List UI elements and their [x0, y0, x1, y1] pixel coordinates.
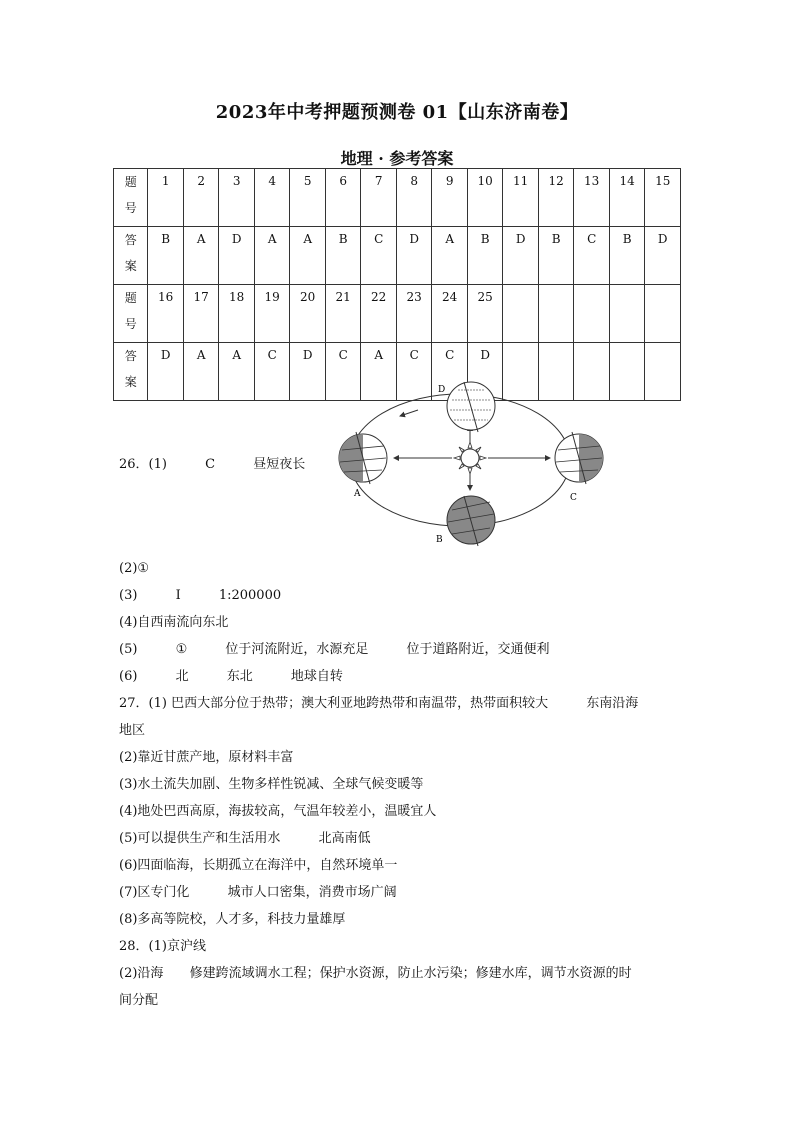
- table-cell: 9: [432, 169, 468, 227]
- table-cell: D: [467, 343, 503, 401]
- table-cell: A: [183, 227, 219, 285]
- answer-27-4: (4)地处巴西高原，海拔较高，气温年较差小，温暖宜人: [119, 804, 437, 819]
- table-cell: 24: [432, 285, 468, 343]
- label-b: B: [436, 535, 443, 545]
- table-row: [114, 169, 681, 227]
- table-cell: 7: [361, 169, 397, 227]
- table-cell: 23: [396, 285, 432, 343]
- table-cell: 12: [538, 169, 574, 227]
- table-cell: [574, 285, 610, 343]
- answer-27-7: [119, 884, 397, 902]
- table-cell: 18: [219, 285, 255, 343]
- table-cell: 1: [148, 169, 184, 227]
- label-a: A: [354, 489, 361, 499]
- answer-26-5: [119, 641, 550, 659]
- answer-part: 北高南低: [318, 831, 371, 846]
- table-cell: C: [574, 227, 610, 285]
- table-cell: C: [432, 343, 468, 401]
- table-cell: D: [503, 227, 539, 285]
- table-cell: C: [361, 227, 397, 285]
- answer-part: 27．(1) 巴西大部分位于热带；澳大利亚地跨热带和南温带，热带面积较大: [119, 696, 549, 711]
- answer-table: [113, 168, 681, 401]
- answer-26-3: [119, 587, 281, 605]
- table-cell: D: [290, 343, 326, 401]
- table-cell: C: [396, 343, 432, 401]
- label-d: D: [438, 385, 446, 395]
- q-number: (6): [119, 669, 138, 684]
- answer-part: 1:200000: [218, 588, 282, 603]
- table-cell: 10: [467, 169, 503, 227]
- answer-26-6: [119, 668, 343, 686]
- table-cell: 21: [325, 285, 361, 343]
- page-subtitle: 地理 · 参考答案: [340, 149, 454, 168]
- answer-27-1-cont: 地区: [119, 723, 146, 738]
- table-cell: 17: [183, 285, 219, 343]
- table-cell: B: [467, 227, 503, 285]
- earth-d-icon: [447, 382, 495, 432]
- answer-part: (2)沿海: [119, 966, 164, 981]
- table-cell: A: [432, 227, 468, 285]
- answer-27-1: [119, 695, 638, 713]
- answer-part: ①: [175, 642, 188, 657]
- page-title: 2023年中考押题预测卷 01【山东济南卷】: [215, 102, 579, 123]
- table-cell: 16: [148, 285, 184, 343]
- table-cell: A: [361, 343, 397, 401]
- q-number: (5): [119, 642, 138, 657]
- table-cell: D: [148, 343, 184, 401]
- answer-part: C: [205, 457, 216, 472]
- answer-part: 东北: [226, 669, 253, 684]
- table-cell: B: [538, 227, 574, 285]
- table-header-cell: 答 案: [114, 227, 148, 285]
- q-number: (3): [119, 588, 138, 603]
- table-cell: [538, 285, 574, 343]
- answer-27-5: [119, 830, 371, 848]
- sun-icon: [454, 442, 486, 474]
- answer-27-8: (8)多高等院校，人才多，科技力量雄厚: [119, 912, 346, 927]
- table-cell: B: [609, 227, 645, 285]
- answer-part: 城市人口密集，消费市场广阔: [227, 885, 397, 900]
- table-cell: 3: [219, 169, 255, 227]
- table-cell: 6: [325, 169, 361, 227]
- answer-26-2: (2)①: [119, 561, 150, 576]
- table-cell: D: [219, 227, 255, 285]
- label-c: C: [570, 493, 577, 503]
- table-cell: 20: [290, 285, 326, 343]
- table-header-cell: 答 案: [114, 343, 148, 401]
- table-cell: 11: [503, 169, 539, 227]
- answer-part: 地球自转: [290, 669, 343, 684]
- table-cell: 15: [645, 169, 681, 227]
- table-cell: C: [325, 343, 361, 401]
- answer-27-2: (2)靠近甘蔗产地，原材料丰富: [119, 750, 294, 765]
- answer-part: (5)可以提供生产和生活用水: [119, 831, 281, 846]
- table-cell: [645, 285, 681, 343]
- table-cell: 22: [361, 285, 397, 343]
- table-cell: 25: [467, 285, 503, 343]
- table-header-cell: 题 号: [114, 285, 148, 343]
- table-cell: A: [219, 343, 255, 401]
- table-cell: D: [396, 227, 432, 285]
- answer-27-3: (3)水土流失加剧、生物多样性锐减、全球气候变暖等: [119, 777, 424, 792]
- table-cell: B: [325, 227, 361, 285]
- table-header-cell: 题 号: [114, 169, 148, 227]
- table-cell: 4: [254, 169, 290, 227]
- table-cell: 14: [609, 169, 645, 227]
- answer-part: (7)区专门化: [119, 885, 190, 900]
- answer-part: Ⅰ: [175, 588, 181, 603]
- answer-27-6: (6)四面临海，长期孤立在海洋中，自然环境单一: [119, 858, 398, 873]
- answer-part: 昼短夜长: [253, 457, 306, 472]
- table-row: [114, 227, 681, 285]
- answer-26-4: (4)自西南流向东北: [119, 615, 229, 630]
- table-cell: 2: [183, 169, 219, 227]
- table-cell: 8: [396, 169, 432, 227]
- earth-b-icon: [447, 496, 495, 546]
- table-cell: A: [290, 227, 326, 285]
- table-cell: 19: [254, 285, 290, 343]
- answer-part: 修建跨流域调水工程；保护水资源，防止水污染；修建水库，调节水资源的时: [189, 966, 632, 981]
- answer-28-1: 28．(1)京沪线: [119, 939, 206, 954]
- answer-part: 北: [175, 669, 189, 684]
- answer-part: 位于道路附近，交通便利: [406, 642, 550, 657]
- table-cell: [609, 285, 645, 343]
- table-cell: 13: [574, 169, 610, 227]
- table-row: [114, 285, 681, 343]
- q-number: 26．(1): [119, 457, 167, 472]
- table-cell: 5: [290, 169, 326, 227]
- table-cell: [645, 343, 681, 401]
- table-cell: A: [254, 227, 290, 285]
- earth-orbit-diagram: [330, 378, 620, 548]
- earth-c-icon: [555, 432, 603, 484]
- table-cell: A: [183, 343, 219, 401]
- answer-26-1: [119, 456, 305, 474]
- table-cell: [503, 285, 539, 343]
- earth-a-icon: [339, 432, 387, 484]
- answer-part: 位于河流附近，水源充足: [225, 642, 369, 657]
- table-cell: B: [148, 227, 184, 285]
- answer-part: 东南沿海: [586, 696, 639, 711]
- answer-28-2: [119, 965, 632, 983]
- table-cell: D: [645, 227, 681, 285]
- table-cell: C: [254, 343, 290, 401]
- answer-28-2-cont: 间分配: [119, 993, 159, 1008]
